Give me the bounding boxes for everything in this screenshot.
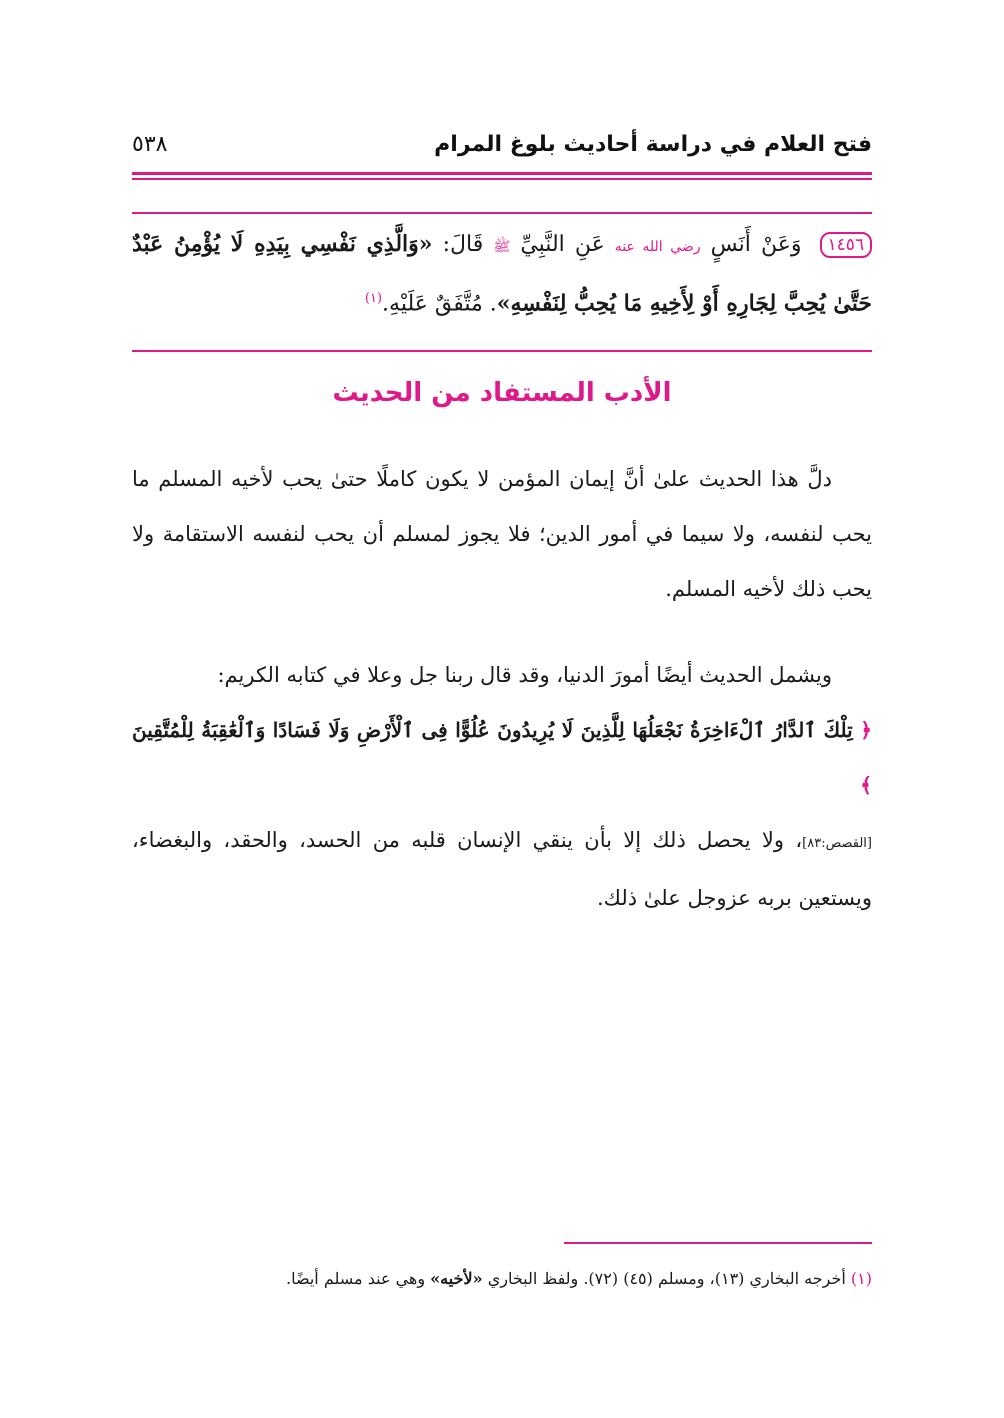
header-rule-bottom	[132, 178, 872, 180]
footnote-text-a: أخرجه البخاري (١٣)، ومسلم (٤٥) (٧٢). ولفظ البخاري	[487, 1269, 846, 1288]
hadith-number-badge: ١٤٥٦	[820, 232, 873, 258]
hadith-from-prophet: عَنِ النَّبِيِّ	[520, 232, 605, 257]
footnote-highlight: «لأخيه»	[430, 1269, 483, 1288]
footnote-text-b: وهي عند مسلم أيضًا.	[286, 1269, 426, 1288]
paragraph-2-rest: ، ولا يحصل ذلك إلا بأن ينقي الإنسان قلبه من الحسد، والحقد، والبغضاء، ويستعين بربه عزوجل علىٰ ذلك.	[132, 828, 872, 910]
running-header	[132, 130, 872, 166]
paragraph-1	[132, 452, 872, 617]
section-heading: الأدب المستفاد من الحديث	[332, 378, 672, 408]
ayah-close-bracket: ﴾	[860, 773, 872, 797]
ayah-open-bracket: ﴿	[860, 718, 872, 742]
hadith-source: . مُتَّفَقٌ عَلَيْهِ.	[382, 291, 497, 317]
ayah-reference: [القصص:٨٣]	[802, 836, 872, 851]
footnote-separator	[564, 1242, 872, 1244]
paragraph-2-intro: ويشمل الحديث أيضًا أمورَ الدنيا، وقد قال ربنا جل وعلا في كتابه الكريم:	[217, 663, 832, 687]
footnote	[132, 1266, 872, 1292]
hadith-text	[132, 218, 872, 330]
quran-verse	[132, 703, 872, 813]
paragraph-1-text: دلَّ هذا الحديث علىٰ أنَّ إيمان المؤمن لا يكون كاملًا حتىٰ يحب لأخيه المسلم ما يحب لنفسه، ولا سيما في أمور الدين؛ فلا يجوز لمسلم أن يحب لنفسه الاستقامة ولا يحب ذلك لأخيه المسلم.	[132, 467, 872, 601]
hadith-rule-top	[132, 212, 872, 214]
page-number: ٥٣٨	[132, 132, 168, 157]
paragraph-2	[132, 648, 872, 926]
header-rule-top	[132, 172, 872, 175]
prophet-honorific: ﷺ	[493, 239, 511, 255]
footnote-reference[interactable]: (١)	[364, 291, 383, 306]
hadith-said: قَالَ:	[442, 232, 484, 257]
companion-honorific: رضي الله عنه	[614, 239, 701, 255]
footnote-number: (١)	[850, 1269, 872, 1288]
hadith-rule-bottom	[132, 350, 872, 352]
hadith-intro: وَعَنْ أَنَسٍ	[710, 232, 802, 257]
book-title: فتح العلام في دراسة أحاديث بلوغ المرام	[434, 132, 872, 157]
hadith-quote: «وَالَّذِي نَفْسِي بِيَدِهِ لَا يُؤْمِنُ عَبْدٌ حَتَّىٰ يُحِبَّ لِجَارِهِ أَوْ لِأَخِيهِ مَا يُحِبُّ لِنَفْسِهِ»	[132, 231, 872, 317]
ayah-text: تِلْكَ ٱلدَّارُ ٱلْءَاخِرَةُ نَجْعَلُهَا لِلَّذِينَ لَا يُرِيدُونَ عُلُوًّا فِى ٱلْأَرْضِ وَلَا فَسَادًا وَٱلْعَٰقِبَةُ لِلْمُتَّقِينَ	[132, 718, 853, 742]
